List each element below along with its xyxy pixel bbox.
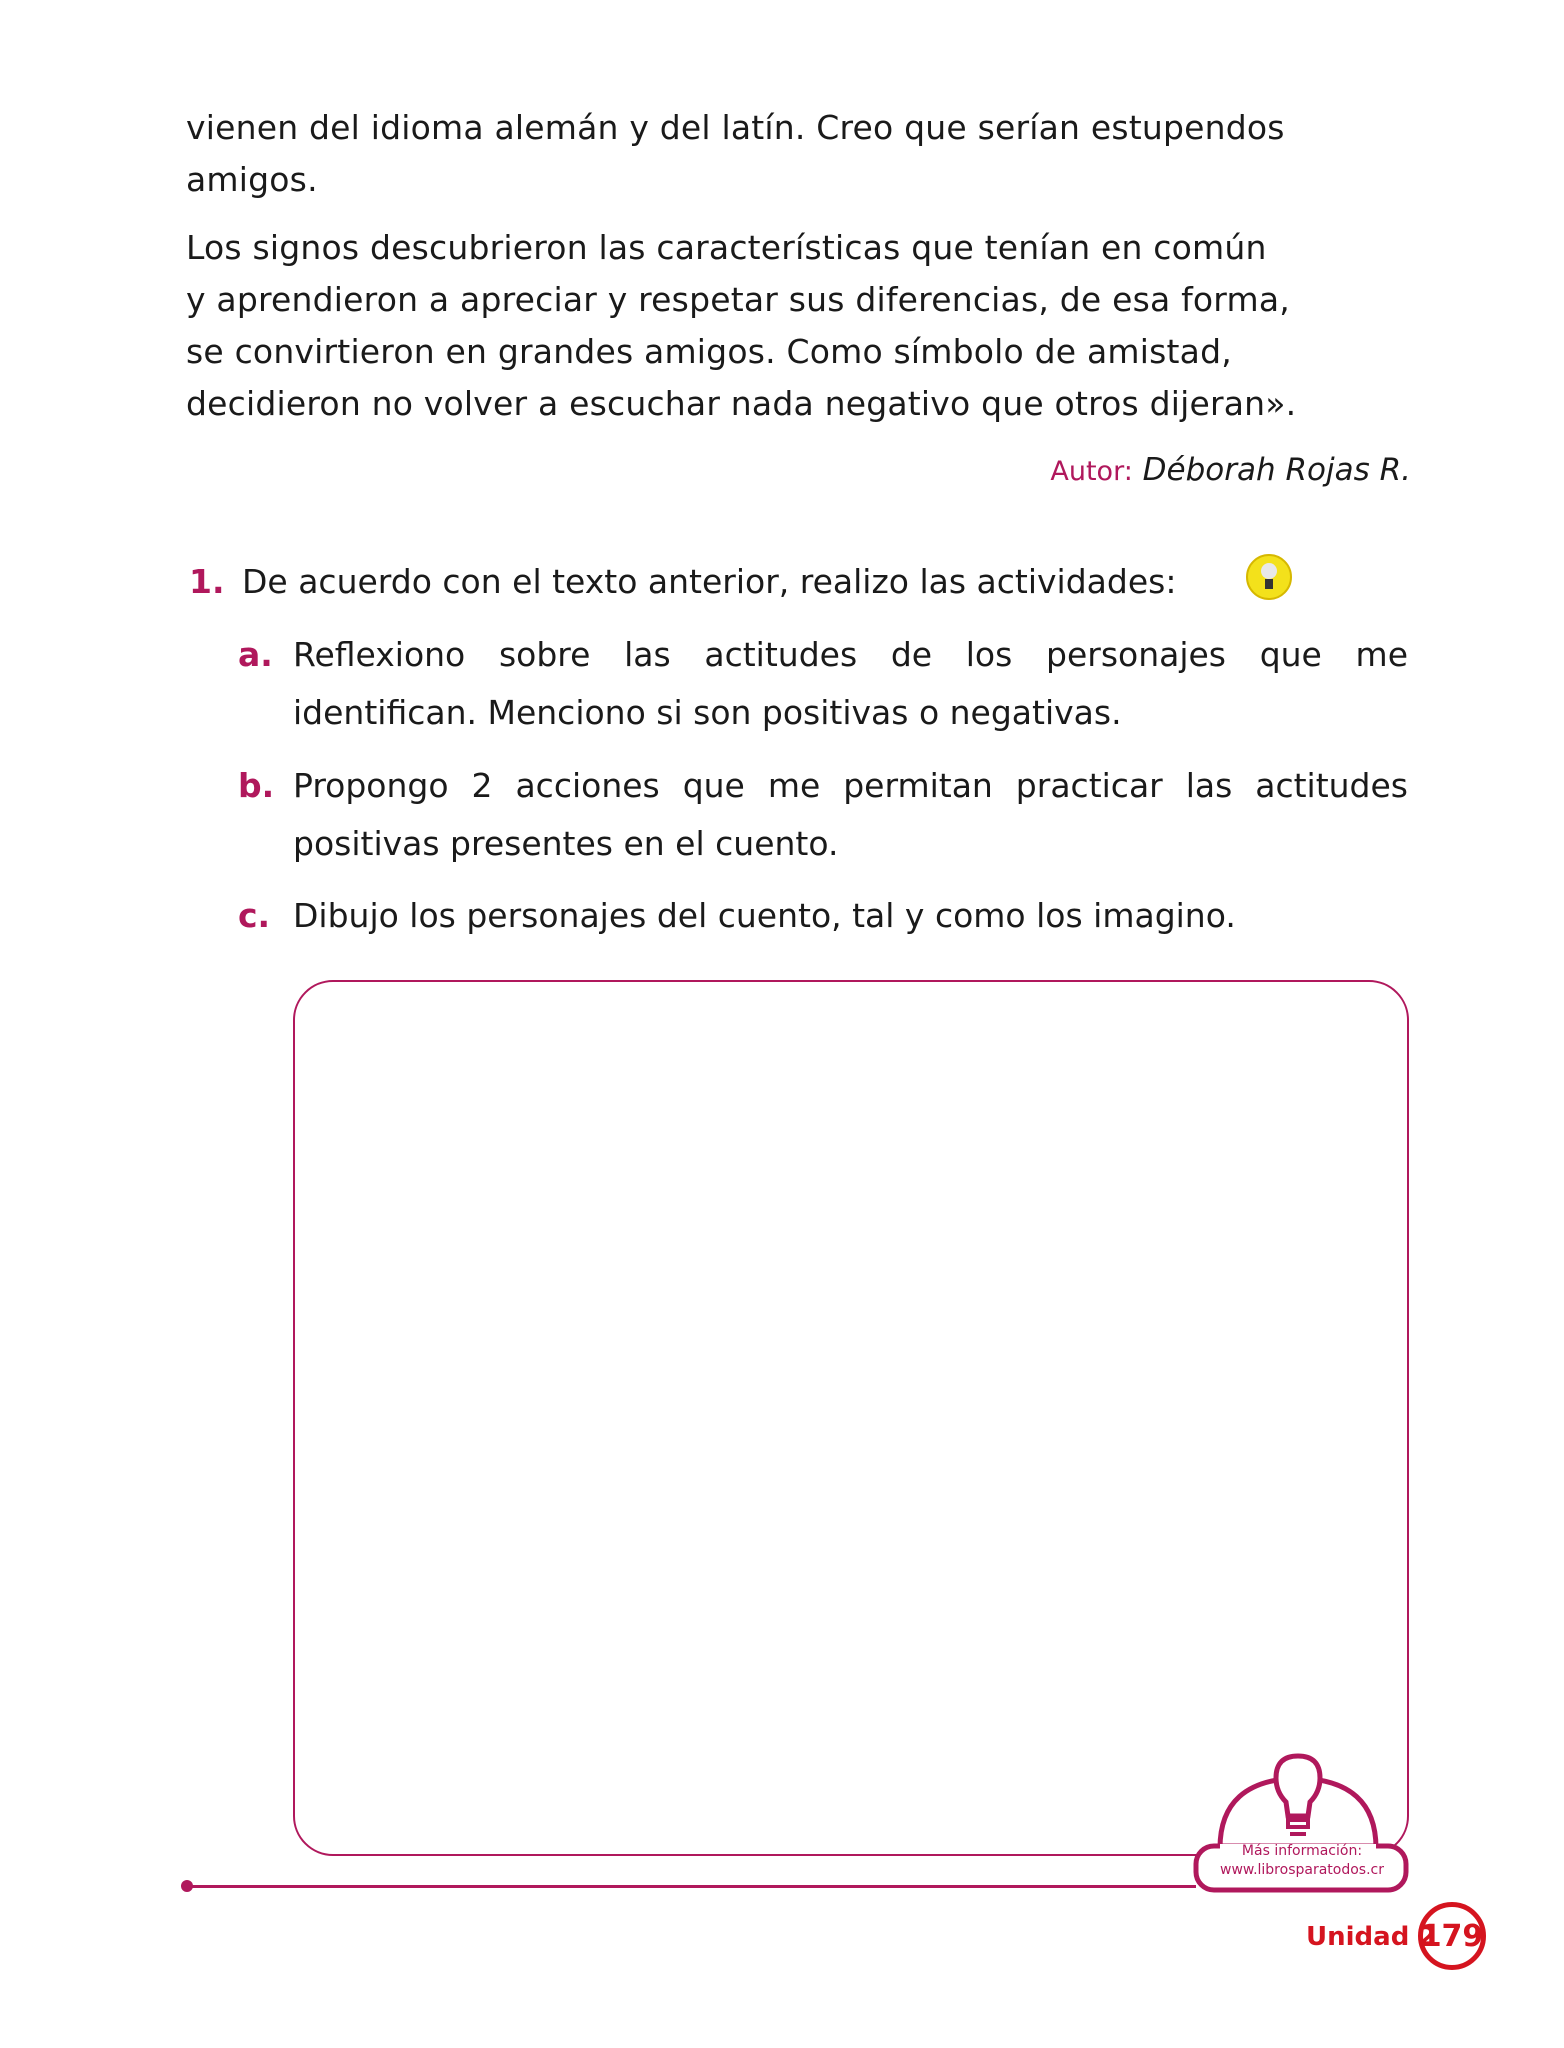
drawing-area[interactable] [293, 980, 1409, 1856]
activity-item-c [238, 887, 1408, 945]
page-number: 179 [1418, 1902, 1486, 1970]
text-line: vienen del idioma alemán y del latín. Creo que serían estupendos [186, 108, 1285, 147]
footer-divider [186, 1885, 1196, 1888]
text-line: amigos. [186, 160, 318, 199]
activity-item-b [238, 757, 1408, 873]
item-text: Propongo 2 acciones que me permitan practicar las actitudes [293, 766, 1408, 805]
item-text: Dibujo los personajes del cuento, tal y como los imagino. [293, 896, 1236, 935]
activity-instruction: De acuerdo con el texto anterior, realizo las actividades: [242, 562, 1177, 601]
item-text: Reflexiono sobre las actitudes de los personajes que me [293, 635, 1408, 674]
paragraph-2 [186, 222, 1416, 430]
item-letter: b. [238, 766, 275, 805]
item-text: identifican. Menciono si son positivas o negativas. [293, 693, 1122, 732]
badge-label: Más información: [1241, 1843, 1363, 1859]
text-line: se convirtieron en grandes amigos. Como símbolo de amistad, [186, 332, 1232, 371]
text-line: decidieron no volver a escuchar nada negativo que otros dijeran». [186, 384, 1297, 423]
item-letter: a. [238, 635, 273, 674]
divider-dot [181, 1880, 193, 1892]
author-name: Déborah Rojas R. [1142, 452, 1411, 488]
item-text: positivas presentes en el cuento. [293, 824, 839, 863]
activity-item-a [238, 626, 1408, 742]
author-label: Autor: [1050, 456, 1133, 487]
text-line: Los signos descubrieron las características que tenían en común [186, 228, 1267, 267]
more-info-badge[interactable] [1190, 1750, 1414, 1896]
badge-url[interactable]: www.librosparatodos.cr [1220, 1862, 1384, 1878]
activity-number: 1. [189, 562, 225, 601]
unit-label: Unidad 2 [1306, 1922, 1437, 1952]
text-line: y aprendieron a apreciar y respetar sus diferencias, de esa forma, [186, 280, 1290, 319]
author-credit [1050, 452, 1411, 488]
paragraph-1 [186, 102, 1416, 206]
lightbulb-icon [1244, 553, 1294, 605]
item-letter: c. [238, 896, 271, 935]
